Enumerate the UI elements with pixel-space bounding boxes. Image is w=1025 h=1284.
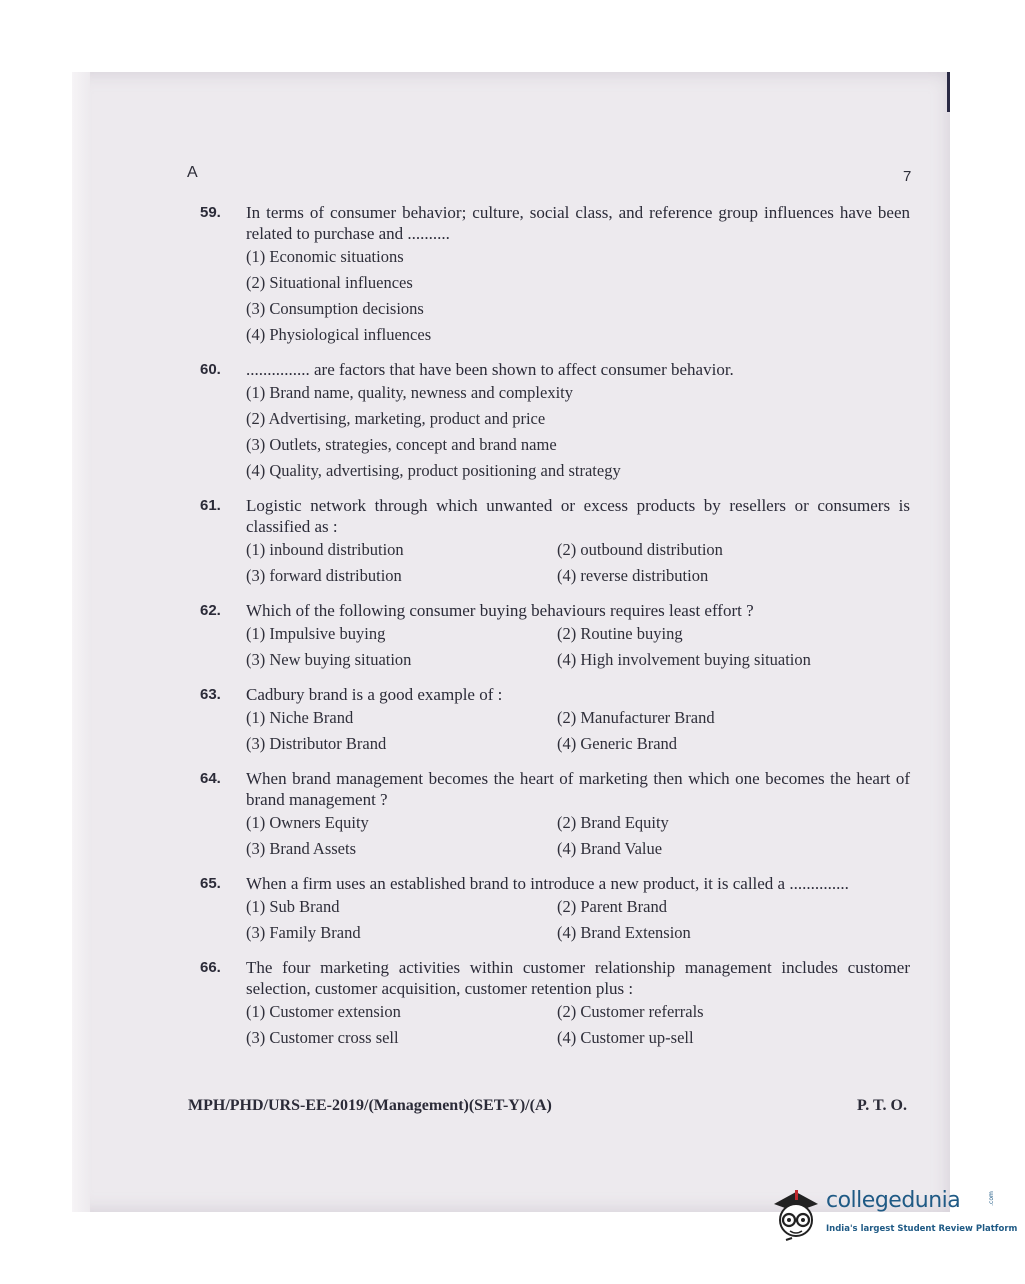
please-turn-over: P. T. O. bbox=[857, 1097, 907, 1114]
option-3: (3) Brand Assets bbox=[246, 839, 356, 858]
question-64 bbox=[200, 768, 910, 862]
question-number: 59. bbox=[200, 204, 221, 221]
option-3: (3) Consumption decisions bbox=[246, 299, 424, 318]
option-4: (4) Physiological influences bbox=[246, 325, 432, 344]
question-60 bbox=[200, 359, 910, 484]
question-text: In terms of consumer behavior; culture, social class, and reference group influences have been related to purchase and .......... bbox=[246, 203, 910, 243]
set-letter: A bbox=[187, 164, 198, 181]
options-grid bbox=[246, 894, 910, 946]
option-2: (2) Manufacturer Brand bbox=[557, 708, 715, 727]
option-3: (3) Outlets, strategies, concept and brand name bbox=[246, 435, 557, 454]
question-number: 60. bbox=[200, 361, 221, 378]
question-number: 66. bbox=[200, 959, 221, 976]
watermark-brand: collegedunia bbox=[826, 1188, 961, 1213]
question-number: 65. bbox=[200, 875, 221, 892]
question-number: 61. bbox=[200, 497, 221, 514]
option-3: (3) Customer cross sell bbox=[246, 1028, 399, 1047]
option-1: (1) Niche Brand bbox=[246, 708, 354, 727]
mascot-icon bbox=[768, 1182, 824, 1242]
option-2: (2) Parent Brand bbox=[557, 897, 667, 916]
option-4: (4) Generic Brand bbox=[557, 734, 678, 753]
option-3: (3) Distributor Brand bbox=[246, 734, 387, 753]
question-61 bbox=[200, 495, 910, 589]
option-4: (4) Brand Extension bbox=[557, 923, 691, 942]
option-2: (2) Advertising, marketing, product and price bbox=[246, 409, 546, 428]
option-1: (1) Owners Equity bbox=[246, 813, 369, 832]
option-1: (1) Impulsive buying bbox=[246, 624, 386, 643]
page-number: 7 bbox=[903, 168, 912, 185]
option-2: (2) Brand Equity bbox=[557, 813, 669, 832]
option-4: (4) reverse distribution bbox=[557, 566, 709, 585]
options-grid bbox=[246, 537, 910, 589]
option-2: (2) Routine buying bbox=[557, 624, 683, 643]
option-2: (2) Situational influences bbox=[246, 273, 413, 292]
watermark-domain: .com bbox=[987, 1191, 995, 1206]
question-text: Which of the following consumer buying behaviours requires least effort ? bbox=[246, 601, 754, 620]
option-1: (1) inbound distribution bbox=[246, 540, 404, 559]
question-number: 62. bbox=[200, 602, 221, 619]
option-4: (4) Brand Value bbox=[557, 839, 663, 858]
option-2: (2) outbound distribution bbox=[557, 540, 723, 559]
options-grid bbox=[246, 621, 910, 673]
option-1: (1) Brand name, quality, newness and complexity bbox=[246, 383, 574, 402]
watermark-tagline: India's largest Student Review Platform bbox=[826, 1224, 1018, 1234]
option-1: (1) Sub Brand bbox=[246, 897, 340, 916]
option-4: (4) Quality, advertising, product positioning and strategy bbox=[246, 461, 621, 480]
question-text: ............... are factors that have been shown to affect consumer behavior. bbox=[246, 360, 734, 379]
option-3: (3) Family Brand bbox=[246, 923, 361, 942]
options-grid bbox=[246, 999, 910, 1051]
question-text: When a firm uses an established brand to introduce a new product, it is called a .............. bbox=[246, 874, 849, 893]
options-list bbox=[246, 380, 910, 484]
question-text: Logistic network through which unwanted or excess products by resellers or consumers is classified as : bbox=[246, 496, 910, 536]
option-1: (1) Customer extension bbox=[246, 1002, 401, 1021]
question-text: Cadbury brand is a good example of : bbox=[246, 685, 503, 704]
option-2: (2) Customer referrals bbox=[557, 1002, 704, 1021]
question-number: 63. bbox=[200, 686, 221, 703]
options-list bbox=[246, 244, 910, 348]
question-63 bbox=[200, 684, 910, 757]
question-59 bbox=[200, 202, 910, 348]
question-text: The four marketing activities within customer relationship management includes customer selection, customer acquisition, customer retention plus : bbox=[246, 958, 910, 998]
question-number: 64. bbox=[200, 770, 221, 787]
question-66 bbox=[200, 957, 910, 1051]
option-4: (4) High involvement buying situation bbox=[557, 650, 811, 669]
option-1: (1) Economic situations bbox=[246, 247, 404, 266]
question-list bbox=[200, 202, 910, 1062]
collegedunia-watermark bbox=[768, 1182, 1018, 1252]
paper-code: MPH/PHD/URS-EE-2019/(Management)(SET-Y)/(A) bbox=[188, 1097, 552, 1114]
options-grid bbox=[246, 705, 910, 757]
question-text: When brand management becomes the heart of marketing then which one becomes the heart of brand management ? bbox=[246, 769, 910, 809]
option-3: (3) New buying situation bbox=[246, 650, 412, 669]
question-65 bbox=[200, 873, 910, 946]
options-grid bbox=[246, 810, 910, 862]
option-3: (3) forward distribution bbox=[246, 566, 402, 585]
option-4: (4) Customer up-sell bbox=[557, 1028, 694, 1047]
question-62 bbox=[200, 600, 910, 673]
